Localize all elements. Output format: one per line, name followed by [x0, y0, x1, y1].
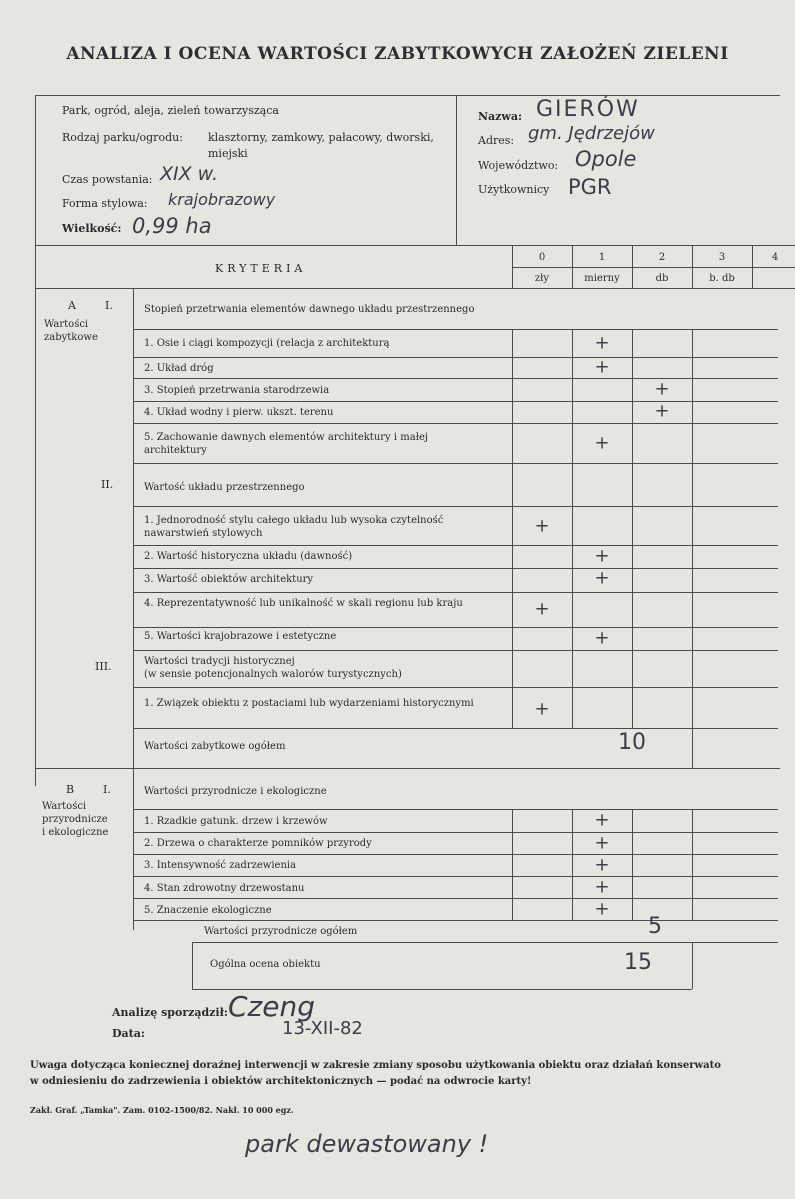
adres-label: Adres:	[478, 134, 515, 147]
a2-item-5: 5. Wartości krajobrazowe i estetyczne	[144, 631, 337, 642]
b-rule-3	[133, 876, 778, 877]
section-b-divider	[133, 768, 134, 930]
section-a-roman: I.	[105, 299, 113, 312]
col-name-0: zły	[534, 273, 550, 284]
a3-item-1: 1. Związek obiektu z postaciami lub wydarzeniami historycznymi	[144, 698, 474, 709]
adres-value: gm. Jędrzejów	[528, 123, 655, 144]
czas-value: XIX w.	[160, 163, 219, 185]
a2-rule-3	[133, 592, 778, 593]
uwaga-line-2: w odniesieniu do zadrzewienia i obiektów architektonicznych — podać na odwrocie karty!	[30, 1076, 532, 1087]
overall-right-rule	[692, 942, 693, 989]
rating-mark-a2-3: +	[594, 567, 610, 589]
a2-rule-top	[133, 506, 778, 507]
nazwa-label: Nazwa:	[478, 110, 523, 123]
header-top-rule	[35, 95, 780, 96]
rodzaj-label: Rodzaj parku/ogrodu:	[62, 131, 183, 144]
a1-rule-2	[133, 378, 778, 379]
b-col-rule-2	[632, 809, 633, 920]
b-col-rule-1	[572, 809, 573, 920]
rating-mark-b-2: +	[594, 832, 610, 854]
a1-title: Stopień przetrwania elementów dawnego układu przestrzennego	[144, 304, 475, 315]
rodzaj-options: klasztorny, zamkowy, pałacowy, dworski,	[208, 131, 434, 144]
a3-title: Wartości tradycji historycznej	[144, 656, 295, 667]
section-a-ii: II.	[101, 478, 114, 491]
rating-mark-a1-1: +	[594, 332, 610, 354]
uzytkownicy-value: PGR	[568, 175, 612, 199]
left-border	[35, 95, 36, 785]
section-b-roman: I.	[103, 783, 111, 796]
uzytkownicy-label: Użytkownicy	[478, 183, 550, 196]
a1-rule-3	[133, 401, 778, 402]
rating-mark-b-1: +	[594, 809, 610, 831]
a-col-rule-3	[692, 329, 693, 768]
overall-left-rule	[192, 942, 193, 989]
data-label: Data:	[112, 1027, 145, 1040]
a2-rule-5	[133, 650, 778, 651]
section-b-name: Wartości przyrodnicze i ekologiczne	[42, 801, 109, 838]
col-num-2: 2	[658, 252, 666, 263]
a-col-rule-1	[572, 329, 573, 728]
form-title: ANALIZA I OCENA WARTOŚCI ZABYTKOWYCH ZAŁOŻEŃ ZIELENI	[66, 44, 729, 64]
rating-mark-a1-3: +	[654, 378, 670, 400]
section-a-divider	[133, 288, 134, 768]
analiza-label: Analizę sporządził:	[112, 1006, 228, 1019]
b-col-rule-3	[692, 809, 693, 920]
b-col-rule-0	[512, 809, 513, 920]
a1-item-4: 4. Układ wodny i pierw. ukszt. terenu	[144, 407, 334, 418]
a1-item-5: 5. Zachowanie dawnych elementów architektury i małej architektury	[144, 432, 428, 456]
col-num-3: 3	[718, 252, 726, 263]
b-rule-1	[133, 832, 778, 833]
wielkosc-label: Wielkość:	[62, 222, 122, 235]
b-total-value: 5	[648, 914, 662, 939]
b-item-4: 4. Stan zdrowotny drzewostanu	[144, 883, 305, 894]
a-total-label: Wartości zabytkowe ogółem	[144, 741, 286, 752]
wielkosc-value: 0,99 ha	[132, 214, 212, 238]
a-col-rule-2	[632, 329, 633, 728]
park-line: Park, ogród, aleja, zieleń towarzysząca	[62, 104, 279, 117]
wojewodztwo-label: Województwo:	[478, 159, 559, 172]
overall-label: Ogólna ocena obiektu	[210, 959, 321, 970]
rating-mark-a2-4: +	[534, 598, 550, 620]
section-a-name: Wartości zabytkowe	[44, 319, 98, 343]
rating-mark-a2-1: +	[534, 515, 550, 537]
col-num-4: 4	[771, 252, 779, 263]
a-col-rule-0	[512, 329, 513, 728]
wojewodztwo-value: Opole	[575, 147, 637, 171]
overall-value: 15	[624, 950, 652, 975]
left-border-b	[35, 768, 36, 786]
b-total-rule	[192, 942, 778, 943]
col-num-1: 1	[598, 252, 606, 263]
a2-item-2: 2. Wartość historyczna układu (dawność)	[144, 551, 353, 562]
a1-rule-5	[133, 463, 778, 464]
b-item-5: 5. Znaczenie ekologiczne	[144, 905, 272, 916]
b-rule-4	[133, 898, 778, 899]
uwaga-line-1: Uwaga dotycząca koniecznej doraźnej interwencji w zakresie zmiany sposobu użytkowania obiektu oraz działań konserwato	[30, 1060, 721, 1071]
col-rule-4	[752, 245, 753, 288]
b-title: Wartości przyrodnicze i ekologiczne	[144, 786, 327, 797]
analiza-signature: Czeng	[228, 990, 315, 1023]
a1-item-2: 2. Układ dróg	[144, 363, 214, 374]
criteria-bottom-rule	[35, 288, 795, 289]
forma-value: krajobrazowy	[168, 190, 276, 209]
a-total-value: 10	[618, 730, 646, 755]
data-value: 13-XII-82	[282, 1018, 363, 1039]
rating-mark-a1-2: +	[594, 356, 610, 378]
rodzaj-options-2: miejski	[208, 147, 248, 160]
rating-mark-b-3: +	[594, 854, 610, 876]
a1-item-3: 3. Stopień przetrwania starodrzewia	[144, 385, 330, 396]
a3-rule-top	[133, 687, 778, 688]
col-name-1: mierny	[584, 273, 620, 284]
a2-item-1: 1. Jednorodność stylu całego układu lub wysoka czytelność nawarstwień stylowych	[144, 515, 444, 539]
rating-mark-a1-5: +	[594, 432, 610, 454]
rating-mark-a2-5: +	[594, 627, 610, 649]
a1-rule-4	[133, 423, 778, 424]
rating-mark-a3-1: +	[534, 698, 550, 720]
b-rule-top	[133, 809, 778, 810]
printer-info: Zakł. Graf. „Tamka". Zam. 0102-1500/82. Nakł. 10 000 egz.	[30, 1105, 294, 1115]
a2-title: Wartość układu przestrzennego	[144, 482, 305, 493]
b-rule-5	[133, 920, 778, 921]
a1-rule-top	[133, 329, 778, 330]
section-b-letter: B	[66, 783, 75, 796]
b-rule-2	[133, 854, 778, 855]
section-a-end-rule	[35, 768, 780, 769]
section-a-iii: III.	[95, 660, 112, 673]
section-a-letter: A	[68, 299, 76, 312]
b-item-2: 2. Drzewa o charakterze pomników przyrody	[144, 838, 372, 849]
a2-rule-1	[133, 545, 778, 546]
a1-item-1: 1. Osie i ciągi kompozycji (relacja z architekturą	[144, 338, 390, 349]
b-item-3: 3. Intensywność zadrzewienia	[144, 860, 297, 871]
criteria-top-rule	[35, 245, 795, 246]
rating-mark-a1-4: +	[654, 400, 670, 422]
forma-label: Forma stylowa:	[62, 197, 148, 210]
a3-rule-1	[133, 728, 778, 729]
a2-item-3: 3. Wartość obiektów architektury	[144, 574, 314, 585]
b-item-1: 1. Rzadkie gatunk. drzew i krzewów	[144, 816, 328, 827]
handwritten-note: park dewastowany !	[245, 1130, 489, 1158]
a2-item-4: 4. Reprezentatywność lub unikalność w skali regionu lub kraju	[144, 598, 463, 609]
b-total-label: Wartości przyrodnicze ogółem	[204, 926, 358, 937]
a1-rule-1	[133, 357, 778, 358]
col-name-2: db	[655, 273, 669, 284]
nazwa-value: GIERÓW	[536, 97, 640, 122]
a2-rule-2	[133, 568, 778, 569]
rating-mark-b-5: +	[594, 898, 610, 920]
col-name-3: b. db	[709, 273, 735, 284]
kryteria-label: KRYTERIA	[215, 262, 307, 275]
czas-label: Czas powstania:	[62, 173, 153, 186]
rating-mark-a2-2: +	[594, 545, 610, 567]
header-divider	[456, 95, 457, 245]
a3-subtitle: (w sensie potencjonalnych walorów turystycznych)	[144, 669, 402, 680]
col-num-0: 0	[538, 252, 546, 263]
a2-rule-4	[133, 627, 778, 628]
rating-mark-b-4: +	[594, 876, 610, 898]
